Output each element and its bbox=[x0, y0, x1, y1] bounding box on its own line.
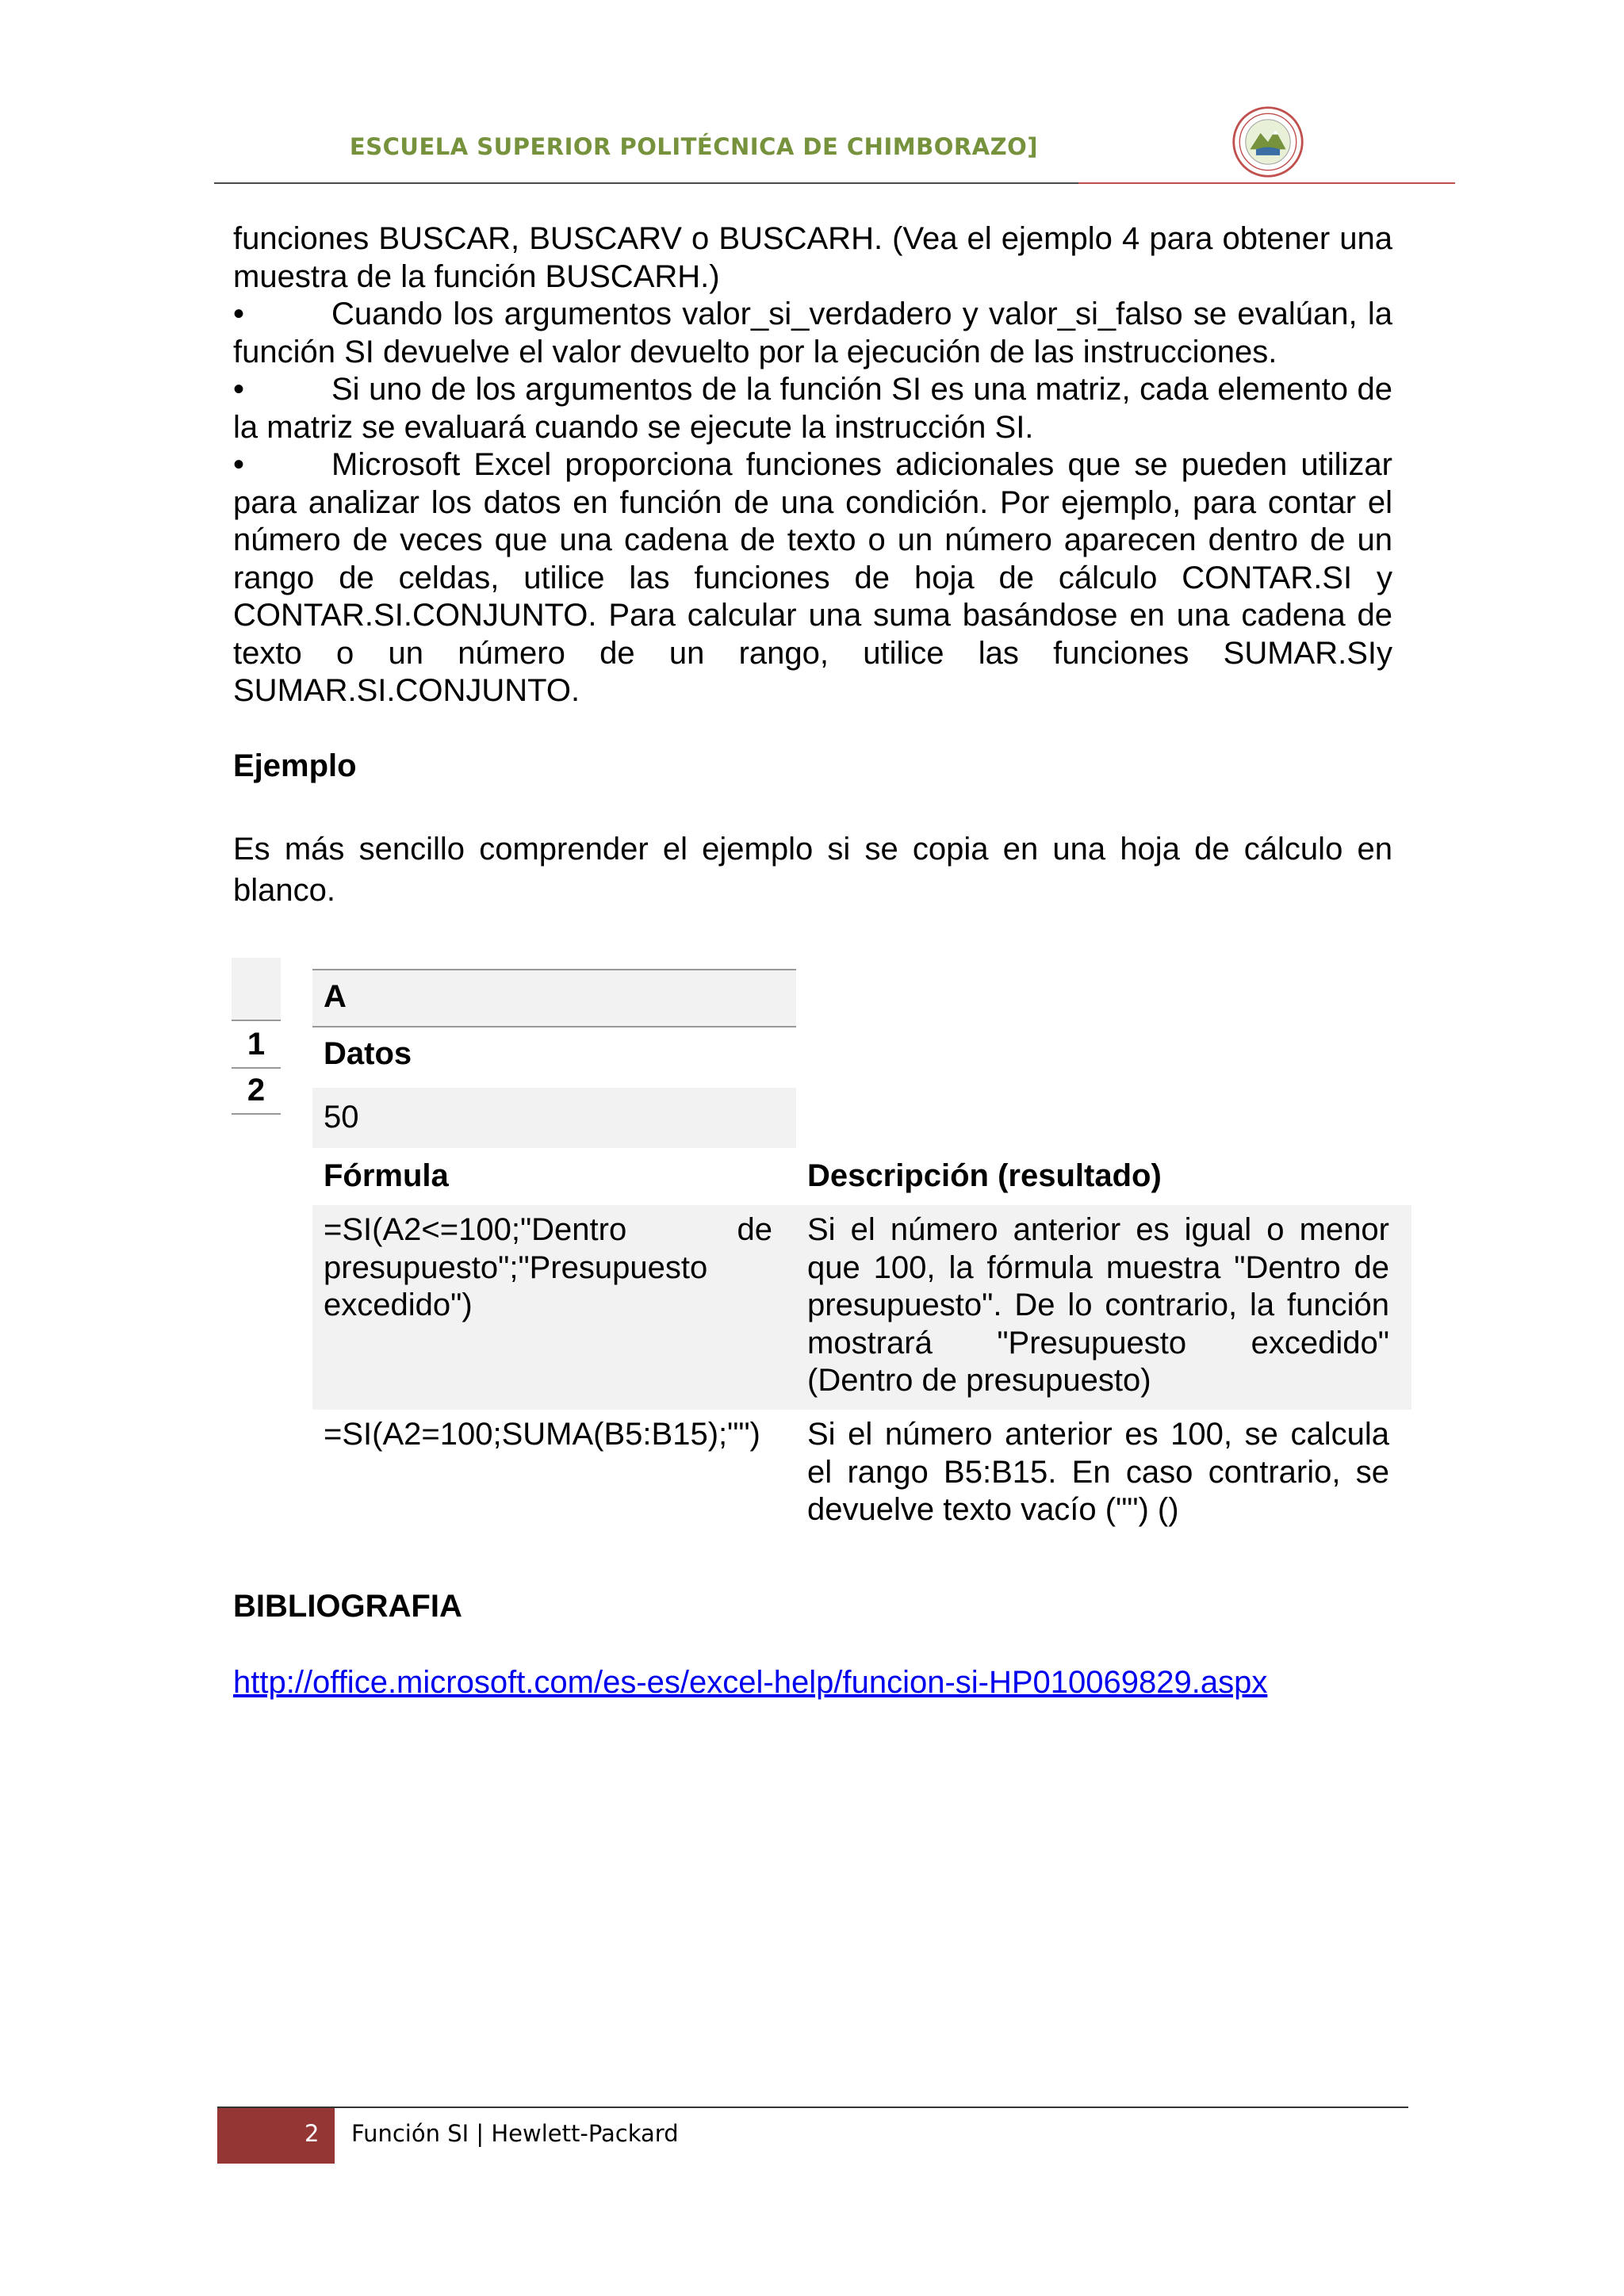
bullet-dot-icon: • bbox=[233, 447, 245, 482]
row-number-1: 1 bbox=[232, 1020, 281, 1069]
bullet-item bbox=[233, 446, 1392, 710]
header-rule bbox=[214, 182, 1078, 184]
bullet-dot-icon: • bbox=[233, 372, 245, 407]
intro-section bbox=[233, 220, 1392, 710]
table-row bbox=[312, 1410, 1411, 1544]
bullet-text: Cuando los argumentos valor_si_verdadero y valor_si_falso se evalúan, la función SI devuelve el valor devuelto por la ejecución de las instrucciones. bbox=[233, 297, 1392, 369]
example-heading: Ejemplo bbox=[233, 748, 357, 783]
data-value-cell: 50 bbox=[312, 1088, 796, 1148]
description-header: Descripción (resultado) bbox=[807, 1158, 1162, 1193]
sheet-corner-cell bbox=[232, 958, 281, 1020]
example-paragraph: Es más sencillo comprender el ejemplo si se copia en una hoja de cálculo en blanco. bbox=[233, 832, 1392, 908]
institution-seal-icon bbox=[1231, 105, 1305, 179]
bibliography-link[interactable]: http://office.microsoft.com/es-es/excel-help/funcion-si-HP010069829.aspx bbox=[233, 1665, 1268, 1700]
data-header-cell: Datos bbox=[324, 1036, 412, 1071]
bibliography-heading: BIBLIOGRAFIA bbox=[233, 1589, 462, 1624]
formula-cell: =SI(A2=100;SUMA(B5:B15);"") bbox=[324, 1417, 760, 1452]
intro-paragraph: funciones BUSCAR, BUSCARV o BUSCARH. (Vea el ejemplo 4 para obtener una muestra de la función BUSCARH.) bbox=[233, 221, 1392, 294]
description-cell: Si el número anterior es 100, se calcula el rango B5:B15. En caso contrario, se devuelve texto vacío ("") () bbox=[807, 1417, 1389, 1527]
bullet-item bbox=[233, 371, 1392, 446]
description-cell: Si el número anterior es igual o menor que 100, la fórmula muestra "Dentro de presupuesto". De lo contrario, la función mostrará "Presupuesto excedido" (Dentro de presupuesto) bbox=[807, 1212, 1389, 1398]
page-number: 2 bbox=[304, 2120, 320, 2147]
column-header-a: A bbox=[312, 969, 796, 1027]
example-text-section bbox=[233, 828, 1392, 911]
header-title: ESCUELA SUPERIOR POLITÉCNICA DE CHIMBORAZO] bbox=[349, 133, 1039, 160]
footer-text: Función SI | Hewlett-Packard bbox=[351, 2120, 679, 2147]
footer-rule bbox=[217, 2107, 1408, 2108]
formula-cell: =SI(A2<=100;"Dentro de presupuesto";"Presupuesto excedido") bbox=[324, 1212, 772, 1322]
bullet-text: Si uno de los argumentos de la función SI es una matriz, cada elemento de la matriz se evaluará cuando se ejecute la instrucción SI. bbox=[233, 372, 1392, 445]
bullet-item bbox=[233, 296, 1392, 371]
table-row bbox=[312, 1205, 1411, 1410]
header-accent-rule bbox=[1078, 182, 1455, 184]
row-number-2: 2 bbox=[232, 1067, 281, 1115]
bullet-dot-icon: • bbox=[233, 297, 245, 331]
formula-header: Fórmula bbox=[324, 1158, 449, 1193]
bullet-text: Microsoft Excel proporciona funciones adicionales que se pueden utilizar para analizar los datos en función de una condición. Por ejemplo, para contar el número de veces que una cadena de texto o un número aparecen dentro de un rango de celdas, utilice las funciones de hoja de cálculo CONTAR.SI y CONTAR.SI.CONJUNTO. Para calcular una suma basándose en una cadena de texto o un número de un rango, utilice las funciones SUMAR.SIy SUMAR.SI.CONJUNTO. bbox=[233, 447, 1392, 708]
